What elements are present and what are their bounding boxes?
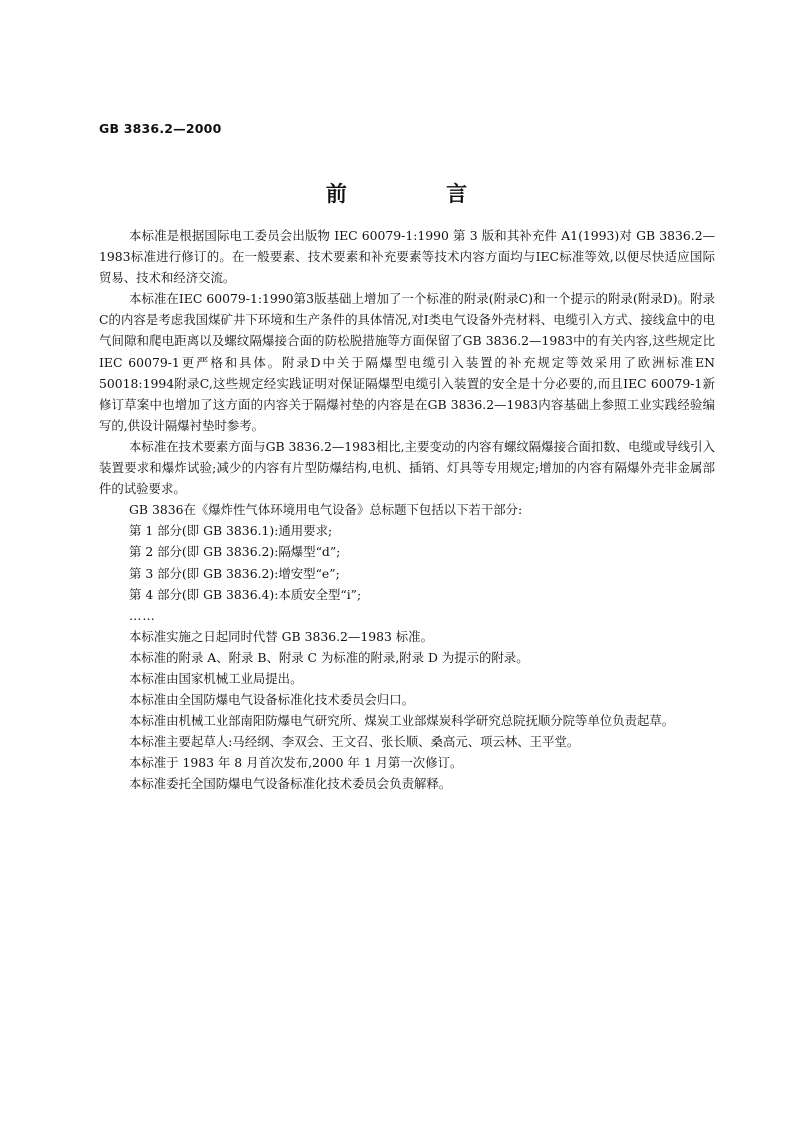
page-title: 前 言 [325, 182, 514, 206]
list-item-part-4: 第 4 部分(即 GB 3836.4):本质安全型“i”; [129, 586, 362, 602]
foreword-body [99, 225, 715, 795]
paragraph-appendices: 本标准在IEC 60079-1:1990第3版基础上增加了一个标准的附录(附录C)和一个提示的附录(附录D)。附录C的内容是考虑我国煤矿井下环境和生产条件的具体情况,对Ⅰ类电气设备外壳材料、电缆引入方式、接线盒中的电气间隙和爬电距离以及螺纹隔爆接合面的防松脱措施等方面保留了GB 3836.2—1983中的有关内容,这些规定比IEC 60079-1更严格和具体。附录D中关于隔爆型电缆引入装置的补充规定等效采用了欧洲标准EN 50018:1994附录C,这些规定经实践证明对保证隔爆型电缆引入装置的安全是十分必要的,而且IEC 60079-1新修订草案中也增加了这方面的内容关于隔爆衬垫的内容是在GB 3836.2—1983内容基础上参照工业实践经验编写的,供设计隔爆衬垫时参考。 [99, 291, 715, 433]
paragraph-main-drafters: 本标准主要起草人:马经纲、李双会、王文召、张长顺、桑高元、项云林、王平堂。 [129, 734, 580, 750]
list-item-part-3: 第 3 部分(即 GB 3836.2):增安型“e”; [129, 565, 340, 581]
list-ellipsis: …… [129, 607, 156, 623]
paragraph-series-intro: GB 3836在《爆炸性气体环境用电气设备》总标题下包括以下若干部分: [129, 502, 523, 518]
paragraph-history: 本标准于 1983 年 8 月首次发布,2000 年 1 月第一次修订。 [129, 755, 463, 771]
list-item-part-1: 第 1 部分(即 GB 3836.1):通用要求; [129, 523, 333, 539]
paragraph-centralized-by: 本标准由全国防爆电气设备标准化技术委员会归口。 [129, 692, 414, 708]
paragraph-basis: 本标准是根据国际电工委员会出版物 IEC 60079-1:1990 第 3 版和其补充件 A1(1993)对 GB 3836.2—1983标准进行修订的。在一般要素、技术要素和补充要素等技术内容方面均与IEC标准等效,以便尽快适应国际贸易、技术和经济交流。 [99, 228, 715, 286]
paragraph-proposed-by: 本标准由国家机械工业局提出。 [129, 670, 303, 686]
paragraph-interpretation: 本标准委托全国防爆电气设备标准化技术委员会负责解释。 [129, 776, 452, 792]
paragraph-appendix-status: 本标准的附录 A、附录 B、附录 C 为标准的附录,附录 D 为提示的附录。 [129, 649, 529, 665]
paragraph-replaces: 本标准实施之日起同时代替 GB 3836.2—1983 标准。 [129, 628, 433, 644]
list-item-part-2: 第 2 部分(即 GB 3836.2):隔爆型“d”; [129, 544, 341, 560]
standard-code: GB 3836.2—2000 [99, 121, 222, 136]
paragraph-drafted-by: 本标准由机械工业部南阳防爆电气研究所、煤炭工业部煤炭科学研究总院抚顺分院等单位负责起草。 [129, 713, 675, 729]
paragraph-changes: 本标准在技术要素方面与GB 3836.2—1983相比,主要变动的内容有螺纹隔爆接合面扣数、电缆或导线引入装置要求和爆炸试验;减少的内容有片型防爆结构,电机、插销、灯具等专用规定;增加的内容有隔爆外壳非金属部件的试验要求。 [99, 438, 715, 497]
